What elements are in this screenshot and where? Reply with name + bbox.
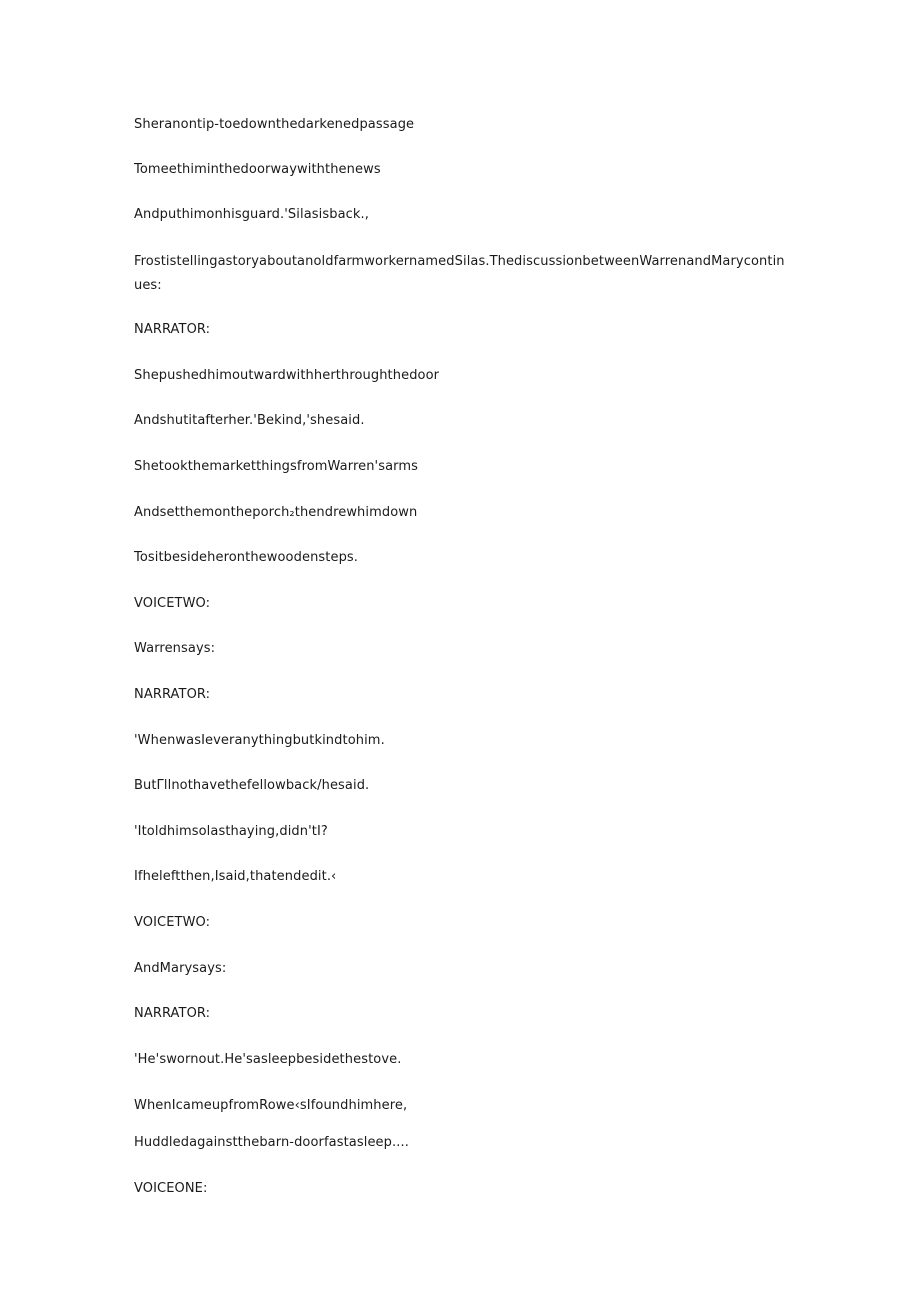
text-line: Huddledagainstthebarn-doorfastasleep....	[134, 1135, 409, 1150]
text-line: 'He'swornout.He'sasleepbesidethestove.	[134, 1052, 402, 1067]
text-line: ShetookthemarketthingsfromWarren'sarms	[134, 459, 419, 474]
text-line: AndMarysays:	[134, 961, 227, 976]
text-line: Sheranontip-toedownthedarkenedpassage	[134, 117, 415, 132]
text-line: 'Itoldhimsolasthaying,didn'tI?	[134, 824, 328, 839]
text-line: Tositbesideheronthewoodensteps.	[134, 550, 359, 565]
text-paragraph: FrostistellingastoryaboutanoldfarmworkernamedSilas.ThediscussionbetweenWarrenandMarycontinues:	[134, 254, 785, 293]
text-line: Andputhimonhisguard.'Silasisback.,	[134, 207, 369, 222]
speaker-label: NARRATOR:	[134, 687, 211, 702]
text-line: Tomeethiminthedoorwaywiththenews	[134, 162, 381, 177]
text-line: Andshutitafterher.'Bekind,'shesaid.	[134, 413, 365, 428]
speaker-label: VOICEONE:	[134, 1181, 208, 1196]
text-line: 'WhenwasIeveranythingbutkindtohim.	[134, 733, 385, 748]
speaker-label: VOICETWO:	[134, 915, 211, 930]
text-line: WhenIcameupfromRowe‹sIfoundhimhere,	[134, 1098, 408, 1113]
speaker-label: NARRATOR:	[134, 322, 211, 337]
text-line: ButΓllnothavethefellowback/hesaid.	[134, 778, 370, 793]
text-line: Ifheleftthen,Isaid,thatendedit.‹	[134, 869, 337, 884]
text-line: Warrensays:	[134, 641, 216, 656]
speaker-label: NARRATOR:	[134, 1006, 211, 1021]
text-line: Andsetthemontheporch₂thendrewhimdown	[134, 505, 418, 520]
speaker-label: VOICETWO:	[134, 596, 211, 611]
text-line: Shepushedhimoutwardwithherthroughthedoor	[134, 368, 440, 383]
